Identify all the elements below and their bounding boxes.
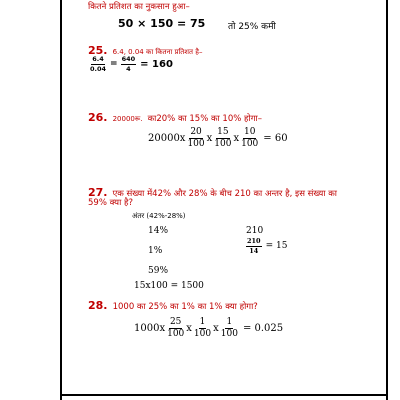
question-prefix: 20000रू. (112, 115, 143, 123)
fraction: $\frac{1}{100}$ (193, 317, 212, 339)
calc-final: 15x100 = 1500 (134, 281, 204, 291)
question-number: 28. (88, 299, 108, 312)
question-26 (88, 106, 262, 125)
fraction: $\frac{15}{100}$ (214, 127, 232, 149)
question-text: का20% का 15% का 10% होगा– (147, 114, 262, 124)
fraction: $\frac{25}{100}$ (167, 317, 185, 339)
loss-result: तो 25% कमी (228, 22, 276, 32)
fraction: $\frac{640}{4}$ (121, 55, 136, 73)
question-text: 6.4, 0.04 का कितना प्रतिशत है– (112, 48, 203, 56)
question-number: 27. (88, 186, 108, 199)
question-28 (88, 294, 258, 313)
calc-59-percent: 59% (148, 266, 169, 276)
answer-value: = 60 (263, 133, 288, 144)
fraction: $\frac{6.4}{0.04}$ (90, 55, 107, 73)
page-border-left (60, 0, 62, 400)
difference-label: अंतर (42%-28%) (132, 212, 186, 220)
answer-26: 20000x $\frac{20}{100}$ x $\frac{15}{100}$ x $\frac{10}{100}$ = 60 (148, 127, 288, 149)
fraction: $\frac{1}{100}$ (220, 317, 238, 339)
question-number: 25. (88, 44, 108, 57)
page-border-bottom (60, 394, 388, 396)
fraction: $\frac{10}{100}$ (241, 127, 259, 149)
calc-1-percent: 1% (148, 246, 163, 256)
question-text-line1: एक संख्या में42% और 28% के बीच 210 का अन्तर है, इस संख्या का (112, 189, 337, 199)
answer-value: = 0.025 (242, 323, 284, 334)
answer-value: = 160 (140, 58, 173, 70)
answer-28: 1000x $\frac{25}{100}$ x $\frac{1}{100}$ x $\frac{1}{100}$ = 0.025 (134, 317, 284, 339)
answer-25: $\frac{6.4}{0.04}$ = $\frac{640}{4}$ = 160 (90, 55, 173, 73)
diff-value: 210 (246, 226, 264, 236)
question-text: 1000 का 25% का 1% का 1% क्या होगा? (112, 302, 258, 312)
question-text-line2: 59% क्या है? (88, 198, 134, 208)
question-number: 26. (88, 111, 108, 124)
calc-14-percent: 14% (148, 226, 169, 236)
per-percent-calc: $\frac{210}{14}$ = 15 (247, 237, 288, 255)
page-border-right (386, 0, 388, 400)
fraction: $\frac{210}{14}$ (247, 237, 261, 255)
loss-heading: कितने प्रतिशत का नुकसान हुआ– (88, 2, 190, 12)
fraction: $\frac{20}{100}$ (187, 127, 205, 149)
loss-equation: 50 × 150 = 75 (118, 17, 206, 30)
